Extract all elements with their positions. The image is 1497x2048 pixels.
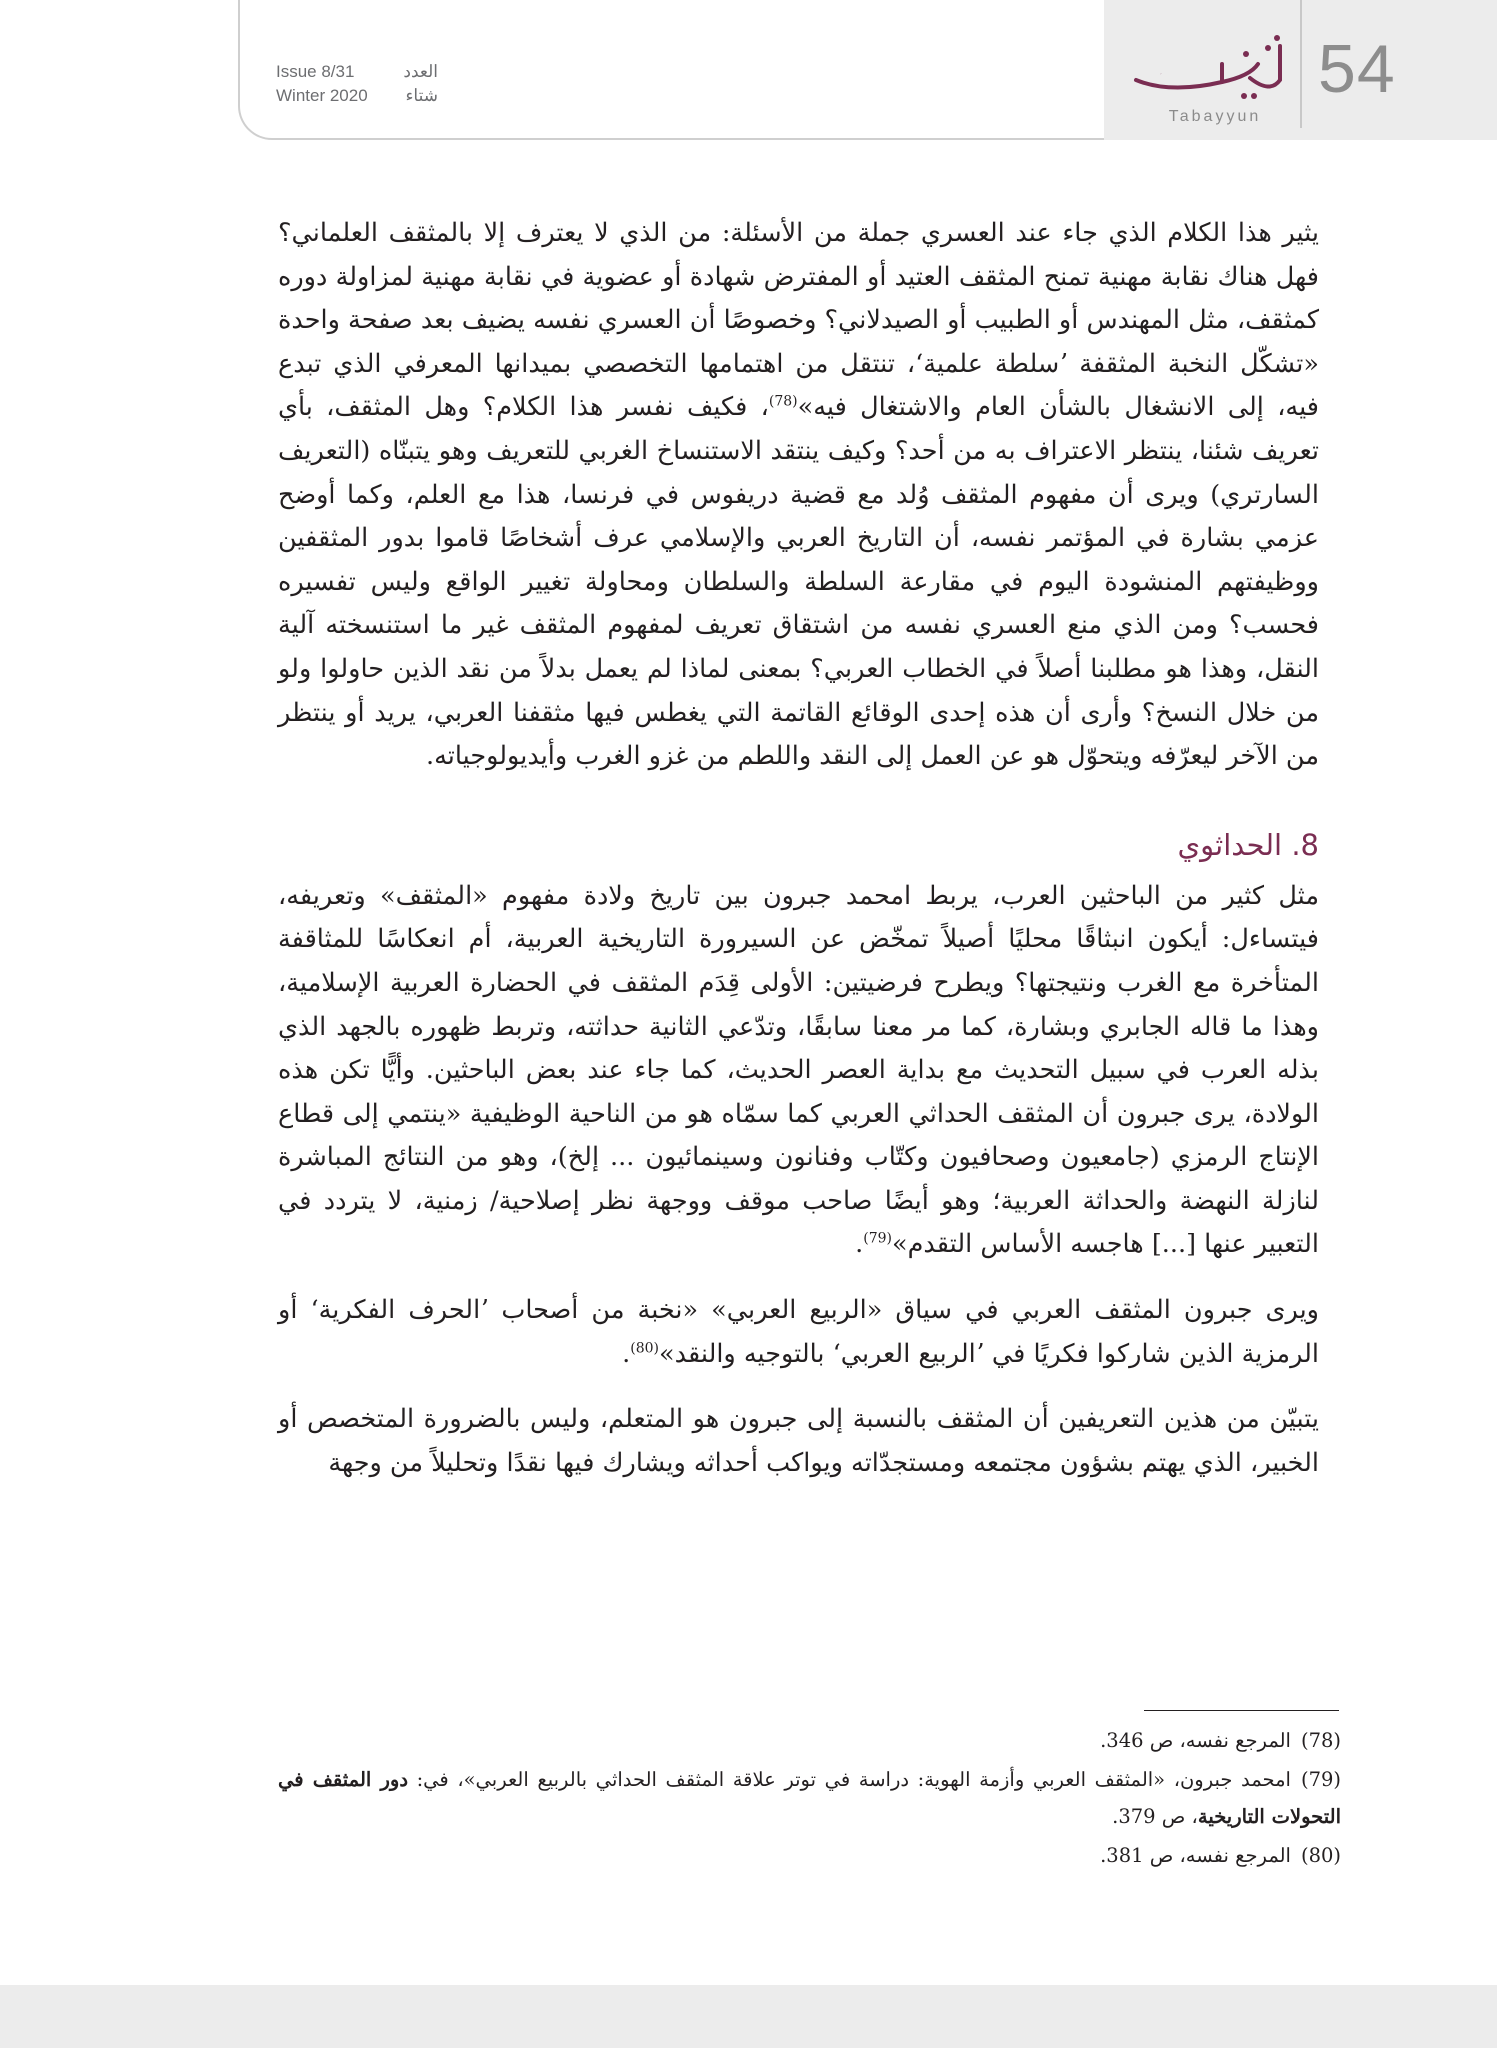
paragraph-1-tail: ، فكيف نفسر هذا الكلام؟ وهل المثقف، بأي تعريف شئنا، ينتظر الاعتراف به من أحد؟ وكيف ينتقد الاستنساخ الغربي للتعريف وهو يتبنّاه (التعريف السارتري) ويرى أن مفهوم المثقف وُلد مع قضية دريفوس في فرنسا، هذا مع العلم، وكما أوضح عزمي بشارة في المؤتمر نفسه، أن التاريخ العربي والإسلامي عرف أشخاصًا قاموا بدور المثقفين ووظيفتهم المنشودة اليوم في مقارعة السلطة والسلطان ومحاولة تغيير الواقع وليس تفسيره فحسب؟ ومن الذي منع العسري نفسه من اشتقاق تعريف لمفهوم المثقف غير ما استنسخته آلية النقل، وهذا هو مطلبنا أصلاً في الخطاب العربي؟ بمعنى لماذا لم يعمل بدلاً من نقد الذين حاولوا ولو من خلال النسخ؟ وأرى أن هذه إحدى الوقائع القاتمة التي يغطس فيها مثقفنا العربي، يريد أو ينتظر من الآخر ليعرّفه ويتحوّل هو عن العمل إلى النقد واللطم من غزو الغرب وأيديولوجياته. <box>278 392 1319 772</box>
season-label-ar: شتاء <box>405 86 438 105</box>
footnote-79-page: ، ص 379. <box>1112 1805 1198 1828</box>
paragraph-4 <box>278 1398 1319 1485</box>
footnote-78-text: المرجع نفسه، ص 346. <box>1100 1729 1291 1752</box>
footnote-80 <box>278 1837 1341 1874</box>
logo-latin: Tabayyun <box>1168 108 1262 125</box>
footnote-79-number: (79) <box>1300 1768 1342 1791</box>
footnote-80-text: المرجع نفسه، ص 381. <box>1100 1844 1291 1867</box>
issue-info <box>276 60 438 108</box>
paragraph-2: مثل كثير من الباحثين العرب، يربط امحمد جبرون بين تاريخ ولادة مفهوم «المثقف» وتعريفه، فيتساءل: أيكون انبثاقًا محليًا أصيلاً تمخّض عن السيرورة التاريخية العربية، أم انعكاسًا للمثاقفة المتأخرة مع الغرب ونتيجتها؟ ويطرح فرضيتين: الأولى قِدَم المثقف في الحضارة العربية الإسلامية، وهذا ما قاله الجابري وبشارة، كما مر معنا سابقًا، وتدّعي الثانية حداثته، وتربط ظهوره بالجهد الذي بذله العرب في سبيل التحديث مع بداية العصر الحديث، كما جاء عند بعض الباحثين. وأيًّا تكن هذه الولادة، يرى جبرون أن المثقف الحداثي العربي كما سمّاه هو من الناحية الوظيفية «ينتمي إلى قطاع الإنتاج الرمزي (جامعيون وصحافيون وكتّاب وفنانون وسينمائيون ... إلخ)، وهو من النتائج المباشرة لنازلة النهضة والحداثة العربية؛ وهو أيضًا صاحب موقف ووجهة نظر إصلاحية/ زمنية، لا يتردد في التعبير عنها [...] هاجسه الأساس التقدم»$^{(79)}$. <box>278 880 1319 1260</box>
paragraph-4-text: يتبيّن من هذين التعريفين أن المثقف بالنسبة إلى جبرون هو المتعلم، وليس بالضرورة المتخصص أو الخبير، الذي يهتم بشؤون مجتمعه ومستجدّاته ويواكب أحداثه ويشارك فيها نقدًا وتحليلاً من وجهة <box>278 1404 1319 1478</box>
footnote-ref-78[interactable]: (78) <box>768 393 798 410</box>
article-body <box>278 212 1319 1485</box>
logo-arabic-text: تبين <box>1160 74 1162 75</box>
paragraph-3-text: ويرى جبرون المثقف العربي في سياق «الربيع العربي» «نخبة من أصحاب ʼالحرف الفكريةʻ أو الرمزية الذين شاركوا فكريًا في ʼالربيع العربيʻ بالتوجيه والنقد» <box>278 1295 1319 1369</box>
footnote-79-book-title: دور المثقف في التحولات التاريخية <box>278 1768 1341 1828</box>
footnote-78-number: (78) <box>1300 1729 1341 1752</box>
paragraph-1-text: يثير هذا الكلام الذي جاء عند العسري جملة من الأسئلة: من الذي لا يعترف إلا بالمثقف العلماني؟ فهل هناك نقابة مهنية تمنح المثقف العتيد أو المفترض شهادة أو عضوية في نقابة مهنية لمزاولة دوره كمثقف، مثل المهندس أو الطبيب أو الصيدلاني؟ وخصوصًا أن العسري نفسه يضيف بعد صفحة واحدة «تشكّل النخبة المثقفة ʼسلطة علميةʻ، تنتقل من اهتمامها التخصصي بميدانها المعرفي الذي تبدع فيه، إلى الانشغال بالشأن العام والاشتغال فيه» <box>278 218 1319 423</box>
paragraph-2-text: مثل كثير من الباحثين العرب، يربط امحمد جبرون بين تاريخ ولادة مفهوم «المثقف» وتعريفه، فيتساءل: أيكون انبثاقًا محليًا أصيلاً تمخّض عن السيرورة التاريخية العربية، أم انعكاسًا للمثاقفة المتأخرة مع الغرب ونتيجتها؟ ويطرح فرضيتين: الأولى قِدَم المثقف في الحضارة العربية الإسلامية، وهذا ما قاله الجابري وبشارة، كما مر معنا سابقًا، وتدّعي الثانية حداثته، وتربط ظهوره بالجهد الذي بذله العرب في سبيل التحديث مع بداية العصر الحديث، كما جاء عند بعض الباحثين. وأيًّا تكن هذه الولادة، يرى جبرون أن المثقف الحداثي العربي كما سمّاه هو من الناحية الوظيفية «ينتمي إلى قطاع الإنتاج الرمزي (جامعيون وصحافيون وكتّاب وفنانون وسينمائيون ... إلخ)، وهو من النتائج المباشرة لنازلة النهضة والحداثة العربية؛ وهو أيضًا صاحب موقف ووجهة نظر إصلاحية/ زمنية، لا يتردد في التعبير عنها [...] هاجسه الأساس التقدم» <box>278 880 1319 1260</box>
footnote-80-number: (80) <box>1300 1844 1341 1867</box>
page-footer-band <box>0 1985 1497 2048</box>
footnote-78 <box>278 1722 1341 1759</box>
paragraph-3: ويرى جبرون المثقف العربي في سياق «الربيع العربي» «نخبة من أصحاب ʼالحرف الفكريةʻ أو الرمزية الذين شاركوا فكريًا في ʼالربيع العربيʻ بالتوجيه والنقد»$^{(80)}$. <box>278 1295 1319 1369</box>
footnotes <box>278 1722 1341 1876</box>
tabayyun-logo-icon <box>1130 34 1298 104</box>
section-heading: 8. الحداثوي <box>1177 827 1319 862</box>
issue-number: Issue 8/31 <box>276 62 355 81</box>
footnote-ref-79[interactable]: (79) <box>863 1230 892 1247</box>
paragraph-1 <box>278 212 1319 779</box>
page-number: 54 <box>1318 31 1396 107</box>
issue-label-ar: العدد <box>403 62 438 81</box>
footnote-79 <box>278 1761 1341 1835</box>
season-en: Winter 2020 <box>276 86 368 105</box>
footnote-79-text: امحمد جبرون، «المثقف العربي وأزمة الهوية: دراسة في توتر علاقة المثقف الحداثي بالربيع العربي»، في: <box>416 1768 1291 1791</box>
footnote-divider <box>1144 1710 1339 1711</box>
footnote-ref-80[interactable]: (80) <box>630 1340 659 1357</box>
header-divider <box>1300 0 1302 128</box>
